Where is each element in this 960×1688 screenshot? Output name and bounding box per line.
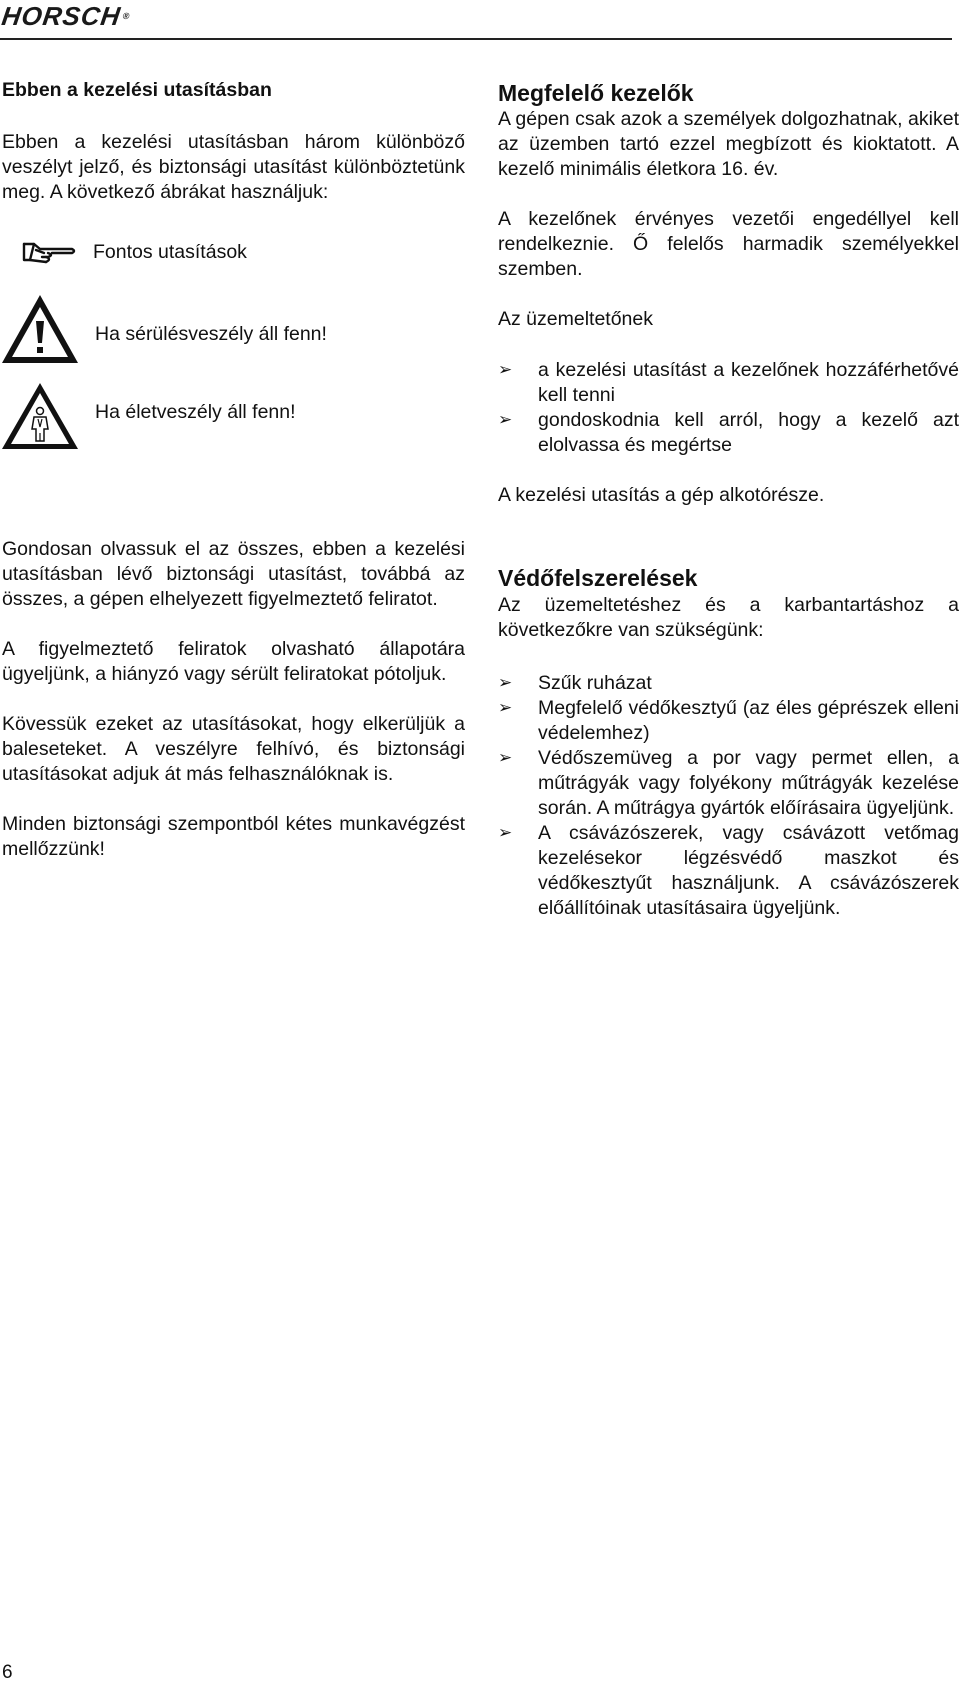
symbol-row-important xyxy=(0,238,247,266)
symbol-label-injury: Ha sérülésveszély áll fenn! xyxy=(95,322,327,345)
section-heading-protective-equipment: Védőfelszerelések xyxy=(498,565,698,591)
left-heading: Ebben a kezelési utasításban xyxy=(2,79,272,101)
symbol-label-life: Ha életveszély áll fenn! xyxy=(95,400,296,423)
list-item: ➢ gondoskodnia kell arról, hogy a kezelő azt elolvassa és megértse xyxy=(498,408,959,458)
paragraph-read-carefully: Gondosan olvassuk el az összes, ebben a kezelési utasításban lévő biztonsági utasítást, továbbá az összes, a gépen elhelyezett figyelmeztető feliratot. xyxy=(2,538,465,610)
header-rule xyxy=(0,38,952,40)
paragraph-avoid-questionable: Minden biztonsági szempontból kétes munkavégzést mellőzzünk! xyxy=(2,813,465,860)
intro-paragraph: Ebben a kezelési utasításban három különböző veszélyt jelző, és biztonsági utasítást különböztetünk meg. A következő ábrákat használjuk: xyxy=(2,131,465,203)
warning-triangle-icon xyxy=(0,293,80,365)
list-item: ➢ Szűk ruházat xyxy=(498,671,959,696)
pointing-hand-icon xyxy=(0,238,95,266)
person-danger-triangle-icon xyxy=(0,381,80,451)
list-item: ➢ Megfelelő védőkesztyű (az éles géprészek elleni védelemhez) xyxy=(498,696,959,746)
horsch-logo: HORSCH ® xyxy=(0,0,132,31)
list-item: ➢ A csávázószerek, vagy csávázott vetőmag kezelésekor légzésvédő maszkot és védőkesztyűt használjunk. A csávázószerek előállítóinak utasításaira ügyeljünk. xyxy=(498,821,959,921)
symbol-row-life xyxy=(0,381,296,451)
section-protective-body: Az üzemeltetéshez és a karbantartáshoz a következőkre van szükségünk: ➢ Szűk ruházat ➢ Megfelelő védőkesztyű (az éles géprészek elleni védelemhez) ➢ Védőszemüveg a por vagy permet ellen, a műtrágyák vagy folyékony műtrágyák kezelése során. A műtrágya gyártók előírásaira ügyeljünk. ➢ A csávázószerek, vagy csávázott vetőmag kezelésekor légzésvédő maszkot és védőkesztyűt használjunk. A csávázószerek előállítóinak utasításaira ügyeljünk. xyxy=(498,593,959,921)
paragraph-follow-instructions: Kövessük ezeket az utasításokat, hogy elkerüljük a baleseteket. A veszélyre felhívó, és biztonsági utasításokat adjuk át más felhasználóknak is. xyxy=(2,713,465,785)
left-body xyxy=(2,537,465,862)
list-item: ➢ a kezelési utasítást a kezelőnek hozzáférhetővé kell tenni xyxy=(498,358,959,408)
paragraph-legibility: A figyelmeztető feliratok olvasható állapotára ügyeljünk, a hiányzó vagy sérült feliratokat pótoljuk. xyxy=(2,638,465,685)
page-number: 6 xyxy=(2,1662,13,1683)
list-item: ➢ Védőszemüveg a por vagy permet ellen, a műtrágyák vagy folyékony műtrágyák kezelése során. A műtrágya gyártók előírásaira ügyeljünk. xyxy=(498,746,959,821)
operator-duties-list xyxy=(498,358,959,458)
symbol-row-injury xyxy=(0,293,327,365)
protective-equipment-list xyxy=(498,671,959,921)
section-operators-body: A gépen csak azok a személyek dolgozhatnak, akiket az üzemben tartó ezzel megbízott és kioktatott. A kezelő minimális életkora 16. év. A kezelőnek érvényes vezetői engedéllyel kell rendelkeznie. Ő felelős harmadik személyekkel szemben. Az üzemeltetőnek ➢ a kezelési utasítást a kezelőnek hozzáférhetővé kell tenni ➢ gondoskodnia kell arról, hogy a kezelő azt elolvassa és megértse A kezelési utasítás a gép alkotórésze. xyxy=(498,107,959,508)
section-heading-operators: Megfelelő kezelők xyxy=(498,80,694,106)
symbol-label-important: Fontos utasítások xyxy=(93,240,247,263)
